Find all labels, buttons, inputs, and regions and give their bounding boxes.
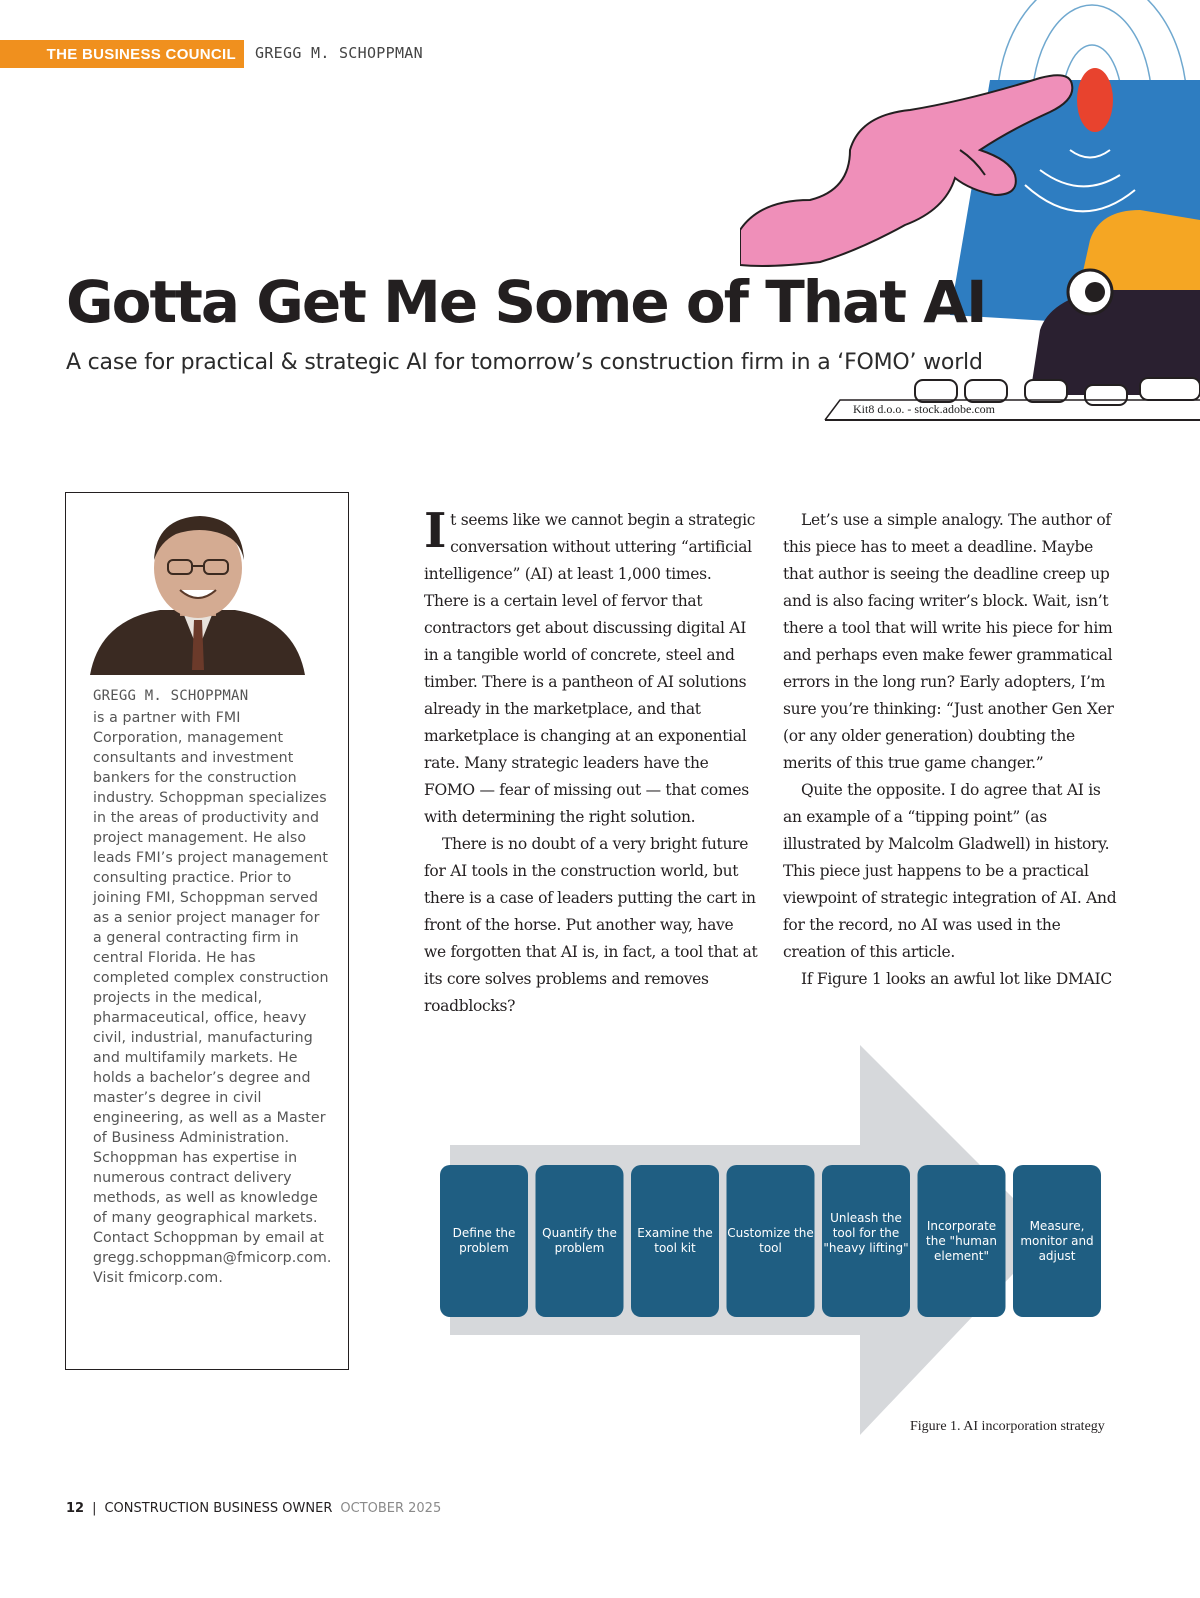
- figure-caption: Figure 1. AI incorporation strategy: [910, 1419, 1105, 1434]
- section-tag: THE BUSINESS COUNCIL: [0, 40, 244, 68]
- process-step-label: Customize the tool: [727, 1226, 814, 1255]
- article-title: Gotta Get Me Some of That AI: [66, 268, 986, 336]
- page-footer: 12 | CONSTRUCTION BUSINESS OWNER OCTOBER 2025: [66, 1501, 442, 1516]
- figure-1: [430, 1045, 1120, 1440]
- paragraph-3: Let’s use a simple analogy. The author of this piece has to meet a deadline. Maybe that author is seeing the deadline creep up and is also facing writer’s block. Wait, isn’t there a tool that will write his piece for him and perhaps even make fewer grammatical errors in the long run? Early adopters, I’m sure you’re thinking: “Just another Gen Xer (or any older generation) doubting the merits of this true game changer.”: [783, 511, 1114, 772]
- issue-date: OCTOBER 2025: [340, 1501, 442, 1516]
- paragraph-5: If Figure 1 looks an awful lot like DMAIC: [801, 970, 1112, 988]
- bio-text: is a partner with FMI Corporation, management consultants and investment bankers for the construction industry. Schoppman specializes in the areas of productivity and project management. He also leads FMI’s project management consulting practice. Prior to joining FMI, Schoppman served as a senior project manager for a general contracting firm in central Florida. He has completed complex construction projects in the medical, pharmaceutical, office, heavy civil, industrial, manufacturing and multifamily markets. He holds a bachelor’s degree and master’s degree in civil engineering, as well as a Master of Business Administration. Schoppman has expertise in numerous contract delivery methods, as well as knowledge of many geographical markets. Contact Schoppman by email at gregg.schoppman@fmicorp.com. Visit fmicorp.com.: [93, 710, 332, 1286]
- publication-name: CONSTRUCTION BUSINESS OWNER: [104, 1501, 333, 1516]
- process-step-label: Incorporate the "human element": [926, 1218, 997, 1263]
- paragraph-4: Quite the opposite. I do agree that AI is an example of a “tipping point” (as illustrated by Malcolm Gladwell) in history. This piece just happens to be a practical viewpoint of strategic integration of AI. And for the record, no AI was used in the creation of this article.: [783, 781, 1117, 961]
- process-step-label: Measure, monitor and adjust: [1020, 1218, 1094, 1263]
- image-credit: Kit8 d.o.o. - stock.adobe.com: [853, 402, 995, 416]
- paragraph-2: There is no doubt of a very bright future for AI tools in the construction world, but there is a case of leaders putting the cart in front of the horse. Put another way, have we forgotten that AI is, in fact, a tool that at its core solves problems and removes roadblocks?: [424, 835, 758, 1015]
- body-column-1: [424, 503, 759, 1020]
- page-number: 12: [66, 1501, 85, 1516]
- process-step-label: Examine the tool kit: [637, 1226, 713, 1255]
- author-portrait: [90, 510, 305, 675]
- red-button: [1077, 68, 1113, 132]
- paragraph-1: t seems like we cannot begin a strategic conversation without uttering “artificial intelligence” (AI) at least 1,000 times. There is a certain level of fervor that contractors get about discussing digital AI in a tangible world of concrete, steel and timber. There is a pantheon of AI solutions already in the marketplace, and that marketplace is changing at an exponential rate. Many strategic leaders have the FOMO — fear of missing out — that comes with determining the right solution.: [424, 511, 756, 826]
- drop-cap: I: [424, 503, 447, 559]
- header-author: GREGG M. SCHOPPMAN: [255, 44, 423, 62]
- process-step-label: Unleash the tool for the "heavy lifting": [823, 1211, 909, 1255]
- process-step-label: Define the problem: [452, 1226, 516, 1255]
- bio-name: GREGG M. SCHOPPMAN: [93, 688, 249, 704]
- body-column-2: [783, 507, 1118, 993]
- process-step-label: Quantify the problem: [542, 1226, 617, 1255]
- article-subtitle: A case for practical & strategic AI for tomorrow’s construction firm in a ‘FOMO’ world: [66, 350, 983, 375]
